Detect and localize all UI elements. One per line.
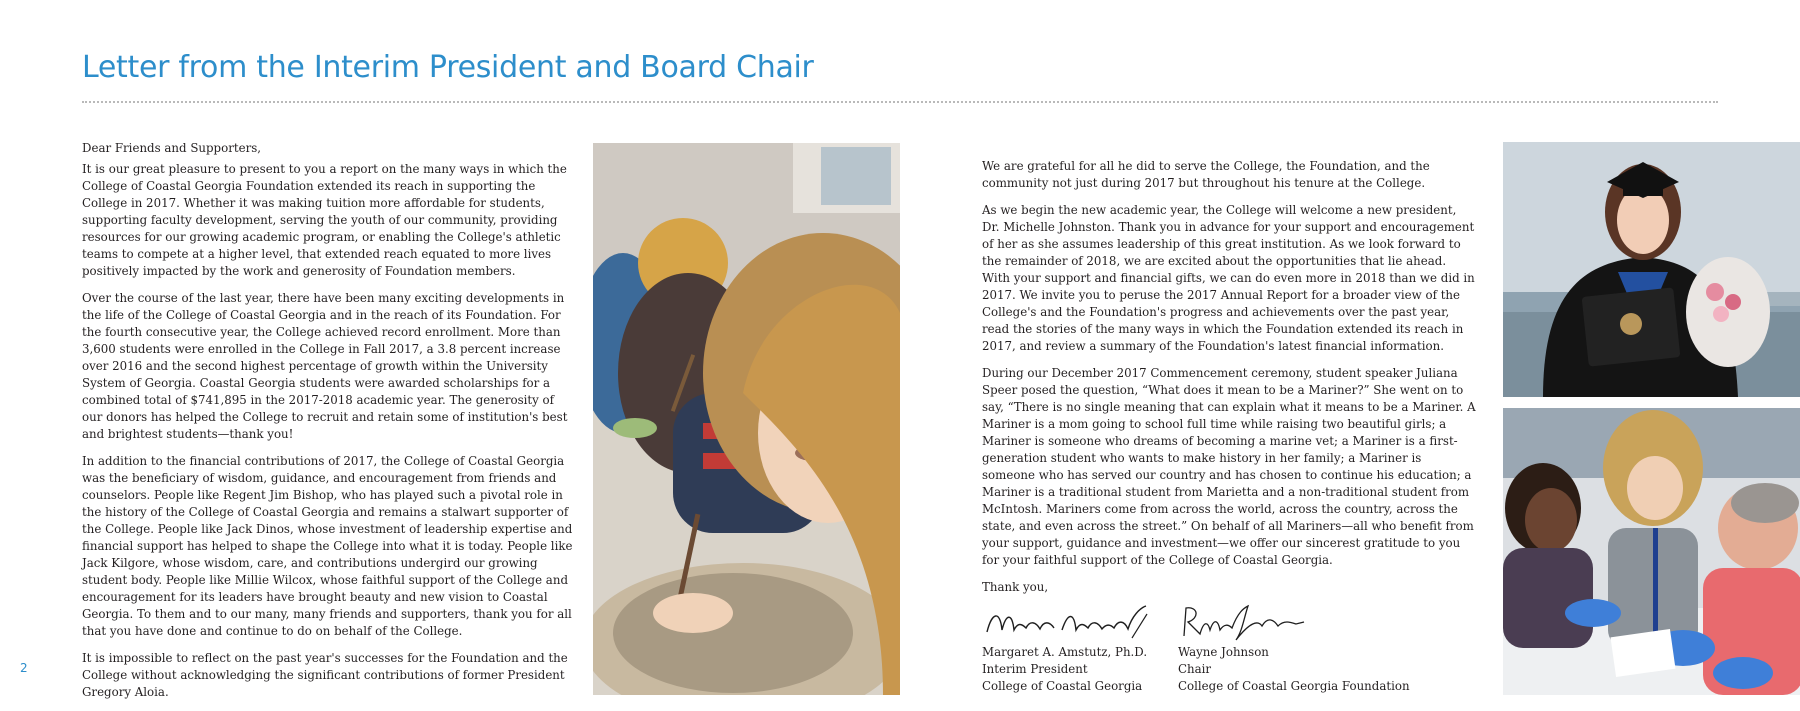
signature-block-chair (1178, 602, 1438, 695)
signature-chair-image (1178, 602, 1308, 642)
signatory-name: Margaret A. Amstutz, Ph.D. (982, 645, 1148, 659)
signature-block-president (982, 602, 1178, 695)
salutation: Dear Friends and Supporters, (82, 141, 262, 155)
signatory-organization: College of Coastal Georgia (982, 679, 1143, 693)
letter-column-left (82, 140, 577, 711)
signatory-organization: College of Coastal Georgia Foundation (1178, 679, 1410, 693)
letter-paragraph: It is impossible to reflect on the past year's successes for the Foundation and the College without acknowledging the significant contributions of former President Gregory Aloia. (82, 651, 568, 699)
signature-president-image (982, 602, 1152, 642)
signatory-role: Chair (1178, 662, 1212, 676)
letter-paragraph: It is our great pleasure to present to you a report on the many ways in which the College of Coastal Georgia Foundation extended its reach in supporting the College in 2017. Whether it was making tuition more affordable for students, supporting faculty development, serving the youth of our community, providing resources for our growing academic program, or enabling the College's athletic teams to compete at a higher level, that extended reach equated to more lives positively impacted by the work and generosity of Foundation members. (82, 162, 567, 278)
letter-paragraph: As we begin the new academic year, the College will welcome a new president, Dr. Michelle Johnston. Thank you in advance for your support and encouragement of her as she assumes leadership of this great institution. As we look forward to the remainder of 2018, we are excited about the opportunities that lie ahead. With your support and financial gifts, we can do even more in 2018 than we did in 2017. We invite you to peruse the 2017 Annual Report for a broader view of the College's and the Foundation's progress and achievements over the past year, read the stories of the many ways in which the Foundation extended its reach in 2017, and review a summary of the Foundation's latest financial information. (982, 203, 1475, 353)
letter-paragraph: In addition to the financial contributions of 2017, the College of Coastal Georgia was the beneficiary of wisdom, guidance, and encouragement from friends and counselors. People like Regent Jim Bishop, who has played such a pivotal role in the history of the College of Coastal Georgia and remains a stalwart supporter of the College. People like Jack Dinos, whose investment of leadership expertise and financial support has helped to shape the College into what it is today. People like Jack Kilgore, whose wisdom, care, and contributions undergird our growing student body. People like Millie Wilcox, whose faithful support of the College and encouragement for its leaders have brought beauty and new vision to Coastal Georgia. To them and to our many, many friends and supporters, thank you for all that you have done and continue to do on behalf of the College. (82, 454, 573, 638)
page-number: 2 (20, 661, 28, 675)
students-art-class-photo (593, 143, 900, 695)
graduate-photo (1503, 142, 1800, 397)
letter-paragraph: During our December 2017 Commencement ceremony, student speaker Juliana Speer posed the question, “What does it mean to be a Mariner?” She went on to say, “There is no single meaning that can explain what it means to be a Mariner. A Mariner is a mom going to school full time while raising two beautiful girls; a Mariner is someone who dreams of becoming a marine vet; a Mariner is a first-generation student who wants to make history in her family; a Mariner is someone who has served our country and has chosen to continue his education; a Mariner is a traditional student from Marietta and a non-traditional student from McIntosh. Mariners come from across the world, across the country, across the state, and even across the street.” On behalf of all Mariners—all who benefit from your support, guidance and investment—we offer our sincerest gratitude to you for your faithful support of the College of Coastal Georgia. (982, 366, 1476, 567)
closing: Thank you, (982, 580, 1049, 594)
signature-row (982, 602, 1477, 695)
page-title: Letter from the Interim President and Board Chair (82, 50, 814, 85)
letter-paragraph: Over the course of the last year, there have been many exciting developments in the life of the College of Coastal Georgia and in the reach of its Foundation. For the fourth consecutive year, the College achieved record enrollment. More than 3,600 students were enrolled in the College in Fall 2017, a 3.8 percent increase over 2016 and the second highest percentage of growth within the University System of Georgia. Coastal Georgia students were awarded scholarships for a combined total of $741,895 in the 2017-2018 academic year. The generosity of our donors has helped the College to recruit and retain some of institution's best and brightest students—thank you! (82, 291, 568, 441)
letter-paragraph: We are grateful for all he did to serve the College, the Foundation, and the community not just during 2017 but throughout his tenure at the College. (982, 159, 1430, 190)
lab-activity-photo (1503, 408, 1800, 695)
letter-column-right (982, 158, 1477, 695)
signatory-name: Wayne Johnson (1178, 645, 1269, 659)
signatory-role: Interim President (982, 662, 1088, 676)
dotted-divider (82, 101, 1718, 103)
